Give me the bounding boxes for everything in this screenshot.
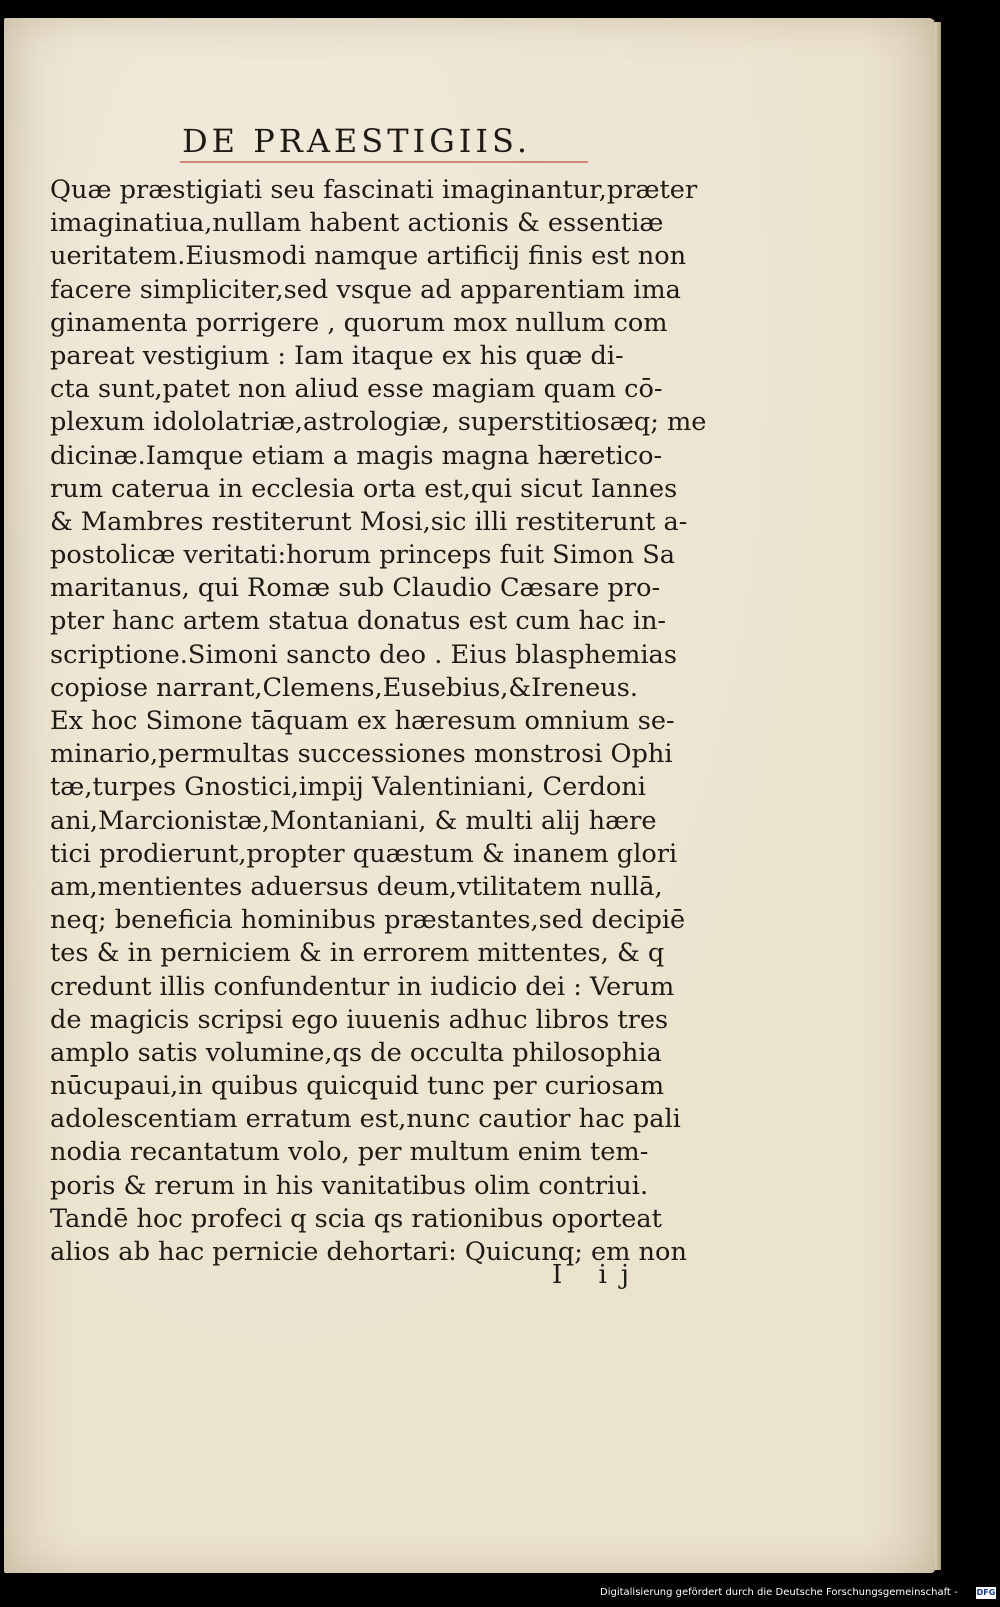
text-line: & Mambres restiterunt Mosi,sic illi restiterunt a- [50, 506, 688, 537]
text-line: plexum idololatriæ,astrologiæ, superstitiosæq; me [50, 407, 707, 438]
text-line: nodia recantatum volo, per multum enim tem- [50, 1137, 649, 1168]
text-line: Tandē hoc profeci q scia qs rationibus oporteat [50, 1203, 662, 1234]
text-line: de magicis scripsi ego iuuenis adhuc libros tres [50, 1004, 669, 1035]
text-line: neq; beneficia hominibus præstantes,sed decipiē [50, 905, 686, 936]
text-line: am,mentientes aduersus deum,vtilitatem nullā, [50, 871, 663, 902]
text-line: postolicæ veritati:horum princeps fuit Simon Sa [50, 540, 675, 571]
text-line: cta sunt,patet non aliud esse magiam quam cō- [50, 374, 663, 405]
text-line: pareat vestigium : Iam itaque ex his quæ di- [50, 340, 624, 371]
text-line: amplo satis volumine,qs de occulta philosophia [50, 1037, 662, 1068]
text-line: poris & rerum in his vanitatibus olim contriui. [50, 1170, 649, 1201]
text-line: minario,permultas successiones monstrosi Ophi [50, 739, 673, 770]
text-line: rum caterua in ecclesia orta est,qui sicut Iannes [50, 473, 678, 504]
text-line: tæ,turpes Gnostici,impij Valentiniani, Cerdoni [50, 772, 646, 803]
text-line: credunt illis confundentur in iudicio dei : Verum [50, 971, 675, 1002]
text-line: ueritatem.Eiusmodi namque artificij finis est non [50, 241, 687, 272]
book-page [4, 18, 935, 1573]
running-head: DE PRAESTIGIIS. [182, 122, 531, 160]
text-line: Ex hoc Simone tāquam ex hæresum omnium se- [50, 706, 675, 736]
text-line: facere simpliciter,sed vsque ad apparentiam ima [50, 274, 681, 305]
text-line: nūcupaui,in quibus quicquid tunc per curiosam [50, 1071, 665, 1102]
page-edge [935, 22, 941, 1570]
text-line: tes & in perniciem & in errorem mittentes, & q [50, 938, 665, 969]
signature-mark: I ij [552, 1260, 643, 1290]
digitization-credit: Digitalisierung gefördert durch die Deutsche Forschungsgemeinschaft - [600, 1587, 958, 1598]
text-line: pter hanc artem statua donatus est cum hac in- [50, 606, 667, 637]
dfg-logo: DFG [976, 1588, 996, 1597]
text-line: maritanus, qui Romæ sub Claudio Cæsare pro- [50, 573, 661, 604]
text-line: tici prodierunt,propter quæstum & inanem glori [50, 838, 678, 869]
text-line: ginamenta porrigere , quorum mox nullum com [50, 307, 668, 338]
text-line: scriptione.Simoni sancto deo . Eius blasphemias [50, 639, 677, 670]
text-line: dicinæ.Iamque etiam a magis magna hæretico- [50, 440, 663, 471]
text-line: adolescentiam erratum est,nunc cautior hac pali [50, 1104, 681, 1135]
text-line: Quæ præstigiati seu fascinati imaginantur,præter [50, 175, 698, 205]
text-line: imaginatiua,nullam habent actionis & essentiæ [50, 208, 664, 239]
body-text [50, 174, 740, 1269]
running-head-rubric-rule [180, 161, 588, 163]
text-line: ani,Marcionistæ,Montaniani, & multi alij hære [50, 805, 657, 836]
text-line: copiose narrant,Clemens,Eusebius,&Ireneus. [50, 672, 639, 703]
text-line: alios ab hac pernicie dehortari: Quicunq; em non [50, 1237, 687, 1267]
